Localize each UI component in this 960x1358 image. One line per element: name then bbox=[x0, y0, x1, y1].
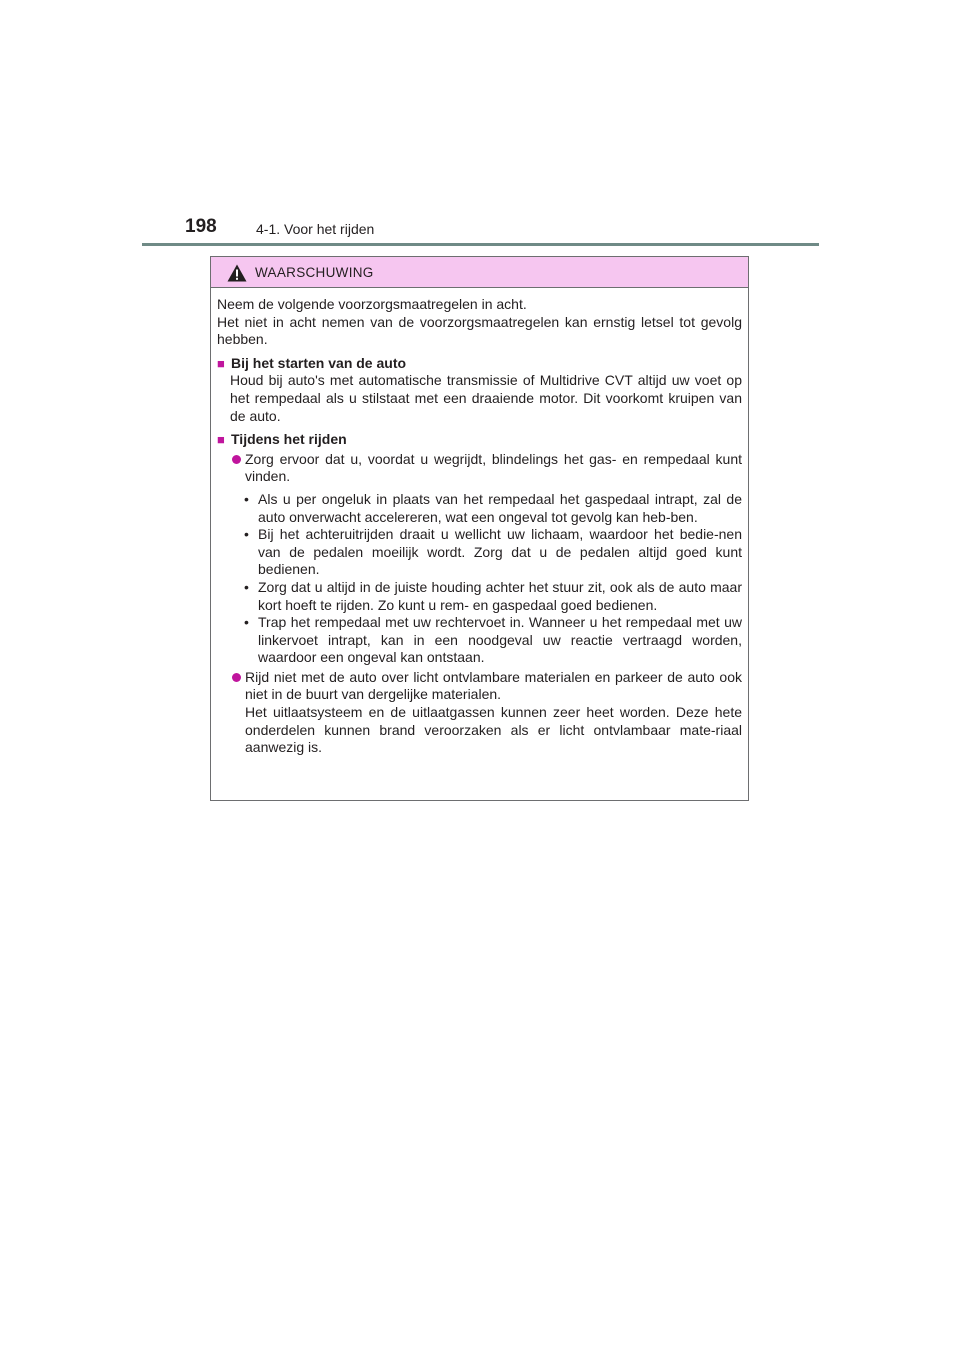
round-bullet bbox=[232, 673, 241, 682]
list-item bbox=[217, 526, 742, 579]
round-item-text: Rijd niet met de auto over licht ontvlambare materialen en parkeer de auto ook niet in de buurt van dergelijke materialen. bbox=[245, 668, 742, 703]
round-item-text: Zorg ervoor dat u, voordat u wegrijdt, blindelings het gas- en rempedaal kunt vinden. bbox=[245, 450, 742, 485]
intro-line: Het niet in acht nemen van de voorzorgsmaatregelen kan ernstig letsel tot gevolg hebben. bbox=[217, 313, 742, 348]
list-item bbox=[217, 614, 742, 667]
warning-header bbox=[211, 257, 748, 288]
section-heading bbox=[217, 431, 742, 449]
list-item-text: Zorg dat u altijd in de juiste houding achter het stuur zit, ook als de auto maar kort hoeft te rijden. Zo kunt u rem- en gaspedaal goed bedienen. bbox=[258, 578, 742, 613]
section-heading-text: Tijdens het rijden bbox=[231, 431, 347, 448]
page-number: 198 bbox=[185, 216, 217, 237]
bullet-list bbox=[217, 491, 742, 667]
bullet: • bbox=[244, 614, 249, 631]
square-marker: ■ bbox=[217, 355, 225, 371]
bullet: • bbox=[244, 578, 249, 595]
intro-line: Neem de volgende voorzorgsmaatregelen in acht. bbox=[217, 296, 527, 312]
list-item bbox=[217, 579, 742, 614]
warning-title: WAARSCHUWING bbox=[255, 265, 374, 280]
bullet: • bbox=[244, 490, 249, 507]
round-item bbox=[217, 451, 742, 486]
section-driving bbox=[217, 431, 742, 757]
section-text: Houd bij auto's met automatische transmissie of Multidrive CVT altijd uw voet op het rempedaal als u stilstaat met een draaiende motor. Dit voorkomt kruipen van de auto. bbox=[230, 372, 742, 424]
list-item bbox=[217, 491, 742, 526]
warning-body bbox=[211, 288, 748, 757]
section-title: 4-1. Voor het rijden bbox=[256, 221, 375, 237]
round-item-extra: Het uitlaatsysteem en de uitlaatgassen kunnen zeer heet worden. Deze hete onderdelen kunnen brand veroorzaken als er licht ontvlambaar mate-riaal aanwezig is. bbox=[245, 704, 742, 756]
header-rule bbox=[142, 243, 819, 246]
list-item-text: Trap het rempedaal met uw rechtervoet in. Wanneer u het rempedaal met uw linkervoet intrapt, kan in een noodgeval uw reactie vertraagd worden, waardoor een ongeval kan ontstaan. bbox=[258, 614, 742, 666]
round-bullet bbox=[232, 455, 241, 464]
warning-box bbox=[210, 256, 749, 801]
list-item-text: Als u per ongeluk in plaats van het rempedaal het gaspedaal intrapt, zal de auto onverwacht accelereren, wat een ongeval tot gevolg kan heb-ben. bbox=[258, 490, 742, 525]
section-heading bbox=[217, 355, 742, 373]
square-marker: ■ bbox=[217, 432, 225, 448]
list-item-text: Bij het achteruitrijden draait u wellicht uw lichaam, waardoor het bedie-nen van de pedalen moeilijk wordt. Zorg dat u de pedalen altijd goed kunt bedienen. bbox=[258, 526, 742, 578]
bullet: • bbox=[244, 526, 249, 543]
round-item-content bbox=[245, 669, 742, 757]
section-starting bbox=[217, 355, 742, 425]
round-item bbox=[217, 669, 742, 757]
section-heading-text: Bij het starten van de auto bbox=[231, 354, 407, 371]
warning-triangle-icon bbox=[227, 264, 247, 282]
